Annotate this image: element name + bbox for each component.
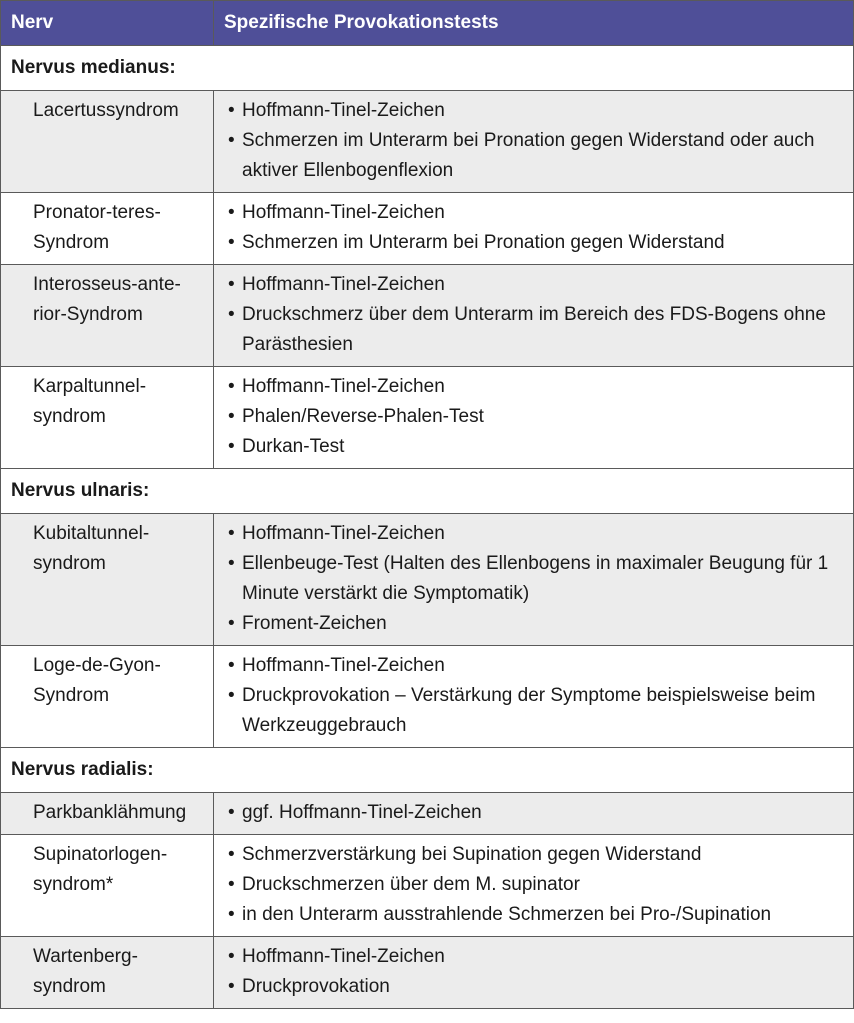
bullet-icon: • <box>228 376 235 397</box>
list-item <box>224 372 843 402</box>
list-item <box>224 681 843 741</box>
list-item <box>224 609 843 639</box>
syndrome-name: Lacertussyndrom <box>1 91 214 193</box>
tests-cell <box>214 265 854 367</box>
syndrome-name: Interosseus-ante- rior-Syndrom <box>1 265 214 367</box>
test-text: Druckprovokation – Verstärkung der Symptome beispielsweise beim Werkzeuggebrauch <box>242 685 816 736</box>
tests-list <box>224 519 843 639</box>
test-text: Ellenbeuge-Test (Halten des Ellenbogens in maximaler Beugung für 1 Minute verstärkt die Symptomatik) <box>242 553 829 604</box>
syndrome-name: Parkbanklähmung <box>1 793 214 835</box>
bullet-icon: • <box>228 874 235 895</box>
table-row <box>1 835 854 937</box>
section-row <box>1 469 854 514</box>
table-row <box>1 793 854 835</box>
bullet-icon: • <box>228 904 235 925</box>
tests-list <box>224 96 843 186</box>
test-text: Froment-Zeichen <box>242 613 387 634</box>
tests-cell <box>214 835 854 937</box>
test-text: Durkan-Test <box>242 436 345 457</box>
list-item <box>224 432 843 462</box>
list-item <box>224 942 843 972</box>
tests-cell <box>214 514 854 646</box>
test-text: Druckprovokation <box>242 976 390 997</box>
list-item <box>224 549 843 609</box>
bullet-icon: • <box>228 553 235 574</box>
syndrome-name: Pronator-teres- Syndrom <box>1 193 214 265</box>
tests-list <box>224 942 843 1002</box>
tests-cell <box>214 91 854 193</box>
table-row <box>1 91 854 193</box>
bullet-icon: • <box>228 406 235 427</box>
table-row <box>1 265 854 367</box>
section-row <box>1 46 854 91</box>
table-row <box>1 367 854 469</box>
list-item <box>224 96 843 126</box>
test-text: Hoffmann-Tinel-Zeichen <box>242 523 445 544</box>
test-text: ggf. Hoffmann-Tinel-Zeichen <box>242 802 482 823</box>
section-title: Nervus ulnaris: <box>1 469 854 514</box>
tests-list <box>224 840 843 930</box>
test-text: in den Unterarm ausstrahlende Schmerzen bei Pro-/Supination <box>242 904 772 925</box>
test-text: Druckschmerzen über dem M. supinator <box>242 874 580 895</box>
bullet-icon: • <box>228 976 235 997</box>
bullet-icon: • <box>228 232 235 253</box>
list-item <box>224 300 843 360</box>
test-text: Hoffmann-Tinel-Zeichen <box>242 202 445 223</box>
tests-list <box>224 270 843 360</box>
list-item <box>224 198 843 228</box>
bullet-icon: • <box>228 274 235 295</box>
section-title: Nervus medianus: <box>1 46 854 91</box>
test-text: Schmerzen im Unterarm bei Pronation gegen Widerstand <box>242 232 725 253</box>
list-item <box>224 972 843 1002</box>
bullet-icon: • <box>228 202 235 223</box>
tests-cell <box>214 937 854 1009</box>
bullet-icon: • <box>228 946 235 967</box>
bullet-icon: • <box>228 685 235 706</box>
header-tests: Spezifische Provokationstests <box>214 1 854 46</box>
bullet-icon: • <box>228 304 235 325</box>
syndrome-name: Wartenberg- syndrom <box>1 937 214 1009</box>
bullet-icon: • <box>228 130 235 151</box>
list-item <box>224 840 843 870</box>
list-item <box>224 798 843 828</box>
syndrome-name: Karpaltunnel- syndrom <box>1 367 214 469</box>
tests-cell <box>214 646 854 748</box>
list-item <box>224 126 843 186</box>
table-row <box>1 193 854 265</box>
syndrome-name: Supinatorlogen- syndrom* <box>1 835 214 937</box>
tests-list <box>224 198 843 258</box>
bullet-icon: • <box>228 100 235 121</box>
list-item <box>224 402 843 432</box>
table-row <box>1 937 854 1009</box>
table-row <box>1 514 854 646</box>
tests-cell <box>214 367 854 469</box>
list-item <box>224 651 843 681</box>
tests-cell <box>214 793 854 835</box>
table-row <box>1 646 854 748</box>
bullet-icon: • <box>228 802 235 823</box>
test-text: Hoffmann-Tinel-Zeichen <box>242 100 445 121</box>
tests-list <box>224 651 843 741</box>
list-item <box>224 900 843 930</box>
test-text: Schmerzverstärkung bei Supination gegen Widerstand <box>242 844 702 865</box>
list-item <box>224 228 843 258</box>
syndrome-name: Loge-de-Gyon- Syndrom <box>1 646 214 748</box>
table-header-row <box>1 1 854 46</box>
bullet-icon: • <box>228 844 235 865</box>
test-text: Hoffmann-Tinel-Zeichen <box>242 274 445 295</box>
section-title: Nervus radialis: <box>1 748 854 793</box>
tests-list <box>224 372 843 462</box>
test-text: Hoffmann-Tinel-Zeichen <box>242 946 445 967</box>
table-body <box>1 46 854 1009</box>
test-text: Phalen/Reverse-Phalen-Test <box>242 406 484 427</box>
list-item <box>224 270 843 300</box>
section-row <box>1 748 854 793</box>
bullet-icon: • <box>228 655 235 676</box>
tests-cell <box>214 193 854 265</box>
bullet-icon: • <box>228 523 235 544</box>
list-item <box>224 870 843 900</box>
header-nerv: Nerv <box>1 1 214 46</box>
tests-list <box>224 798 843 828</box>
bullet-icon: • <box>228 436 235 457</box>
bullet-icon: • <box>228 613 235 634</box>
syndrome-name: Kubitaltunnel- syndrom <box>1 514 214 646</box>
test-text: Schmerzen im Unterarm bei Pronation gegen Widerstand oder auch aktiver Ellenbogenflexion <box>242 130 815 181</box>
test-text: Druckschmerz über dem Unterarm im Bereich des FDS-Bogens ohne Parästhesien <box>242 304 826 355</box>
test-text: Hoffmann-Tinel-Zeichen <box>242 376 445 397</box>
list-item <box>224 519 843 549</box>
test-text: Hoffmann-Tinel-Zeichen <box>242 655 445 676</box>
